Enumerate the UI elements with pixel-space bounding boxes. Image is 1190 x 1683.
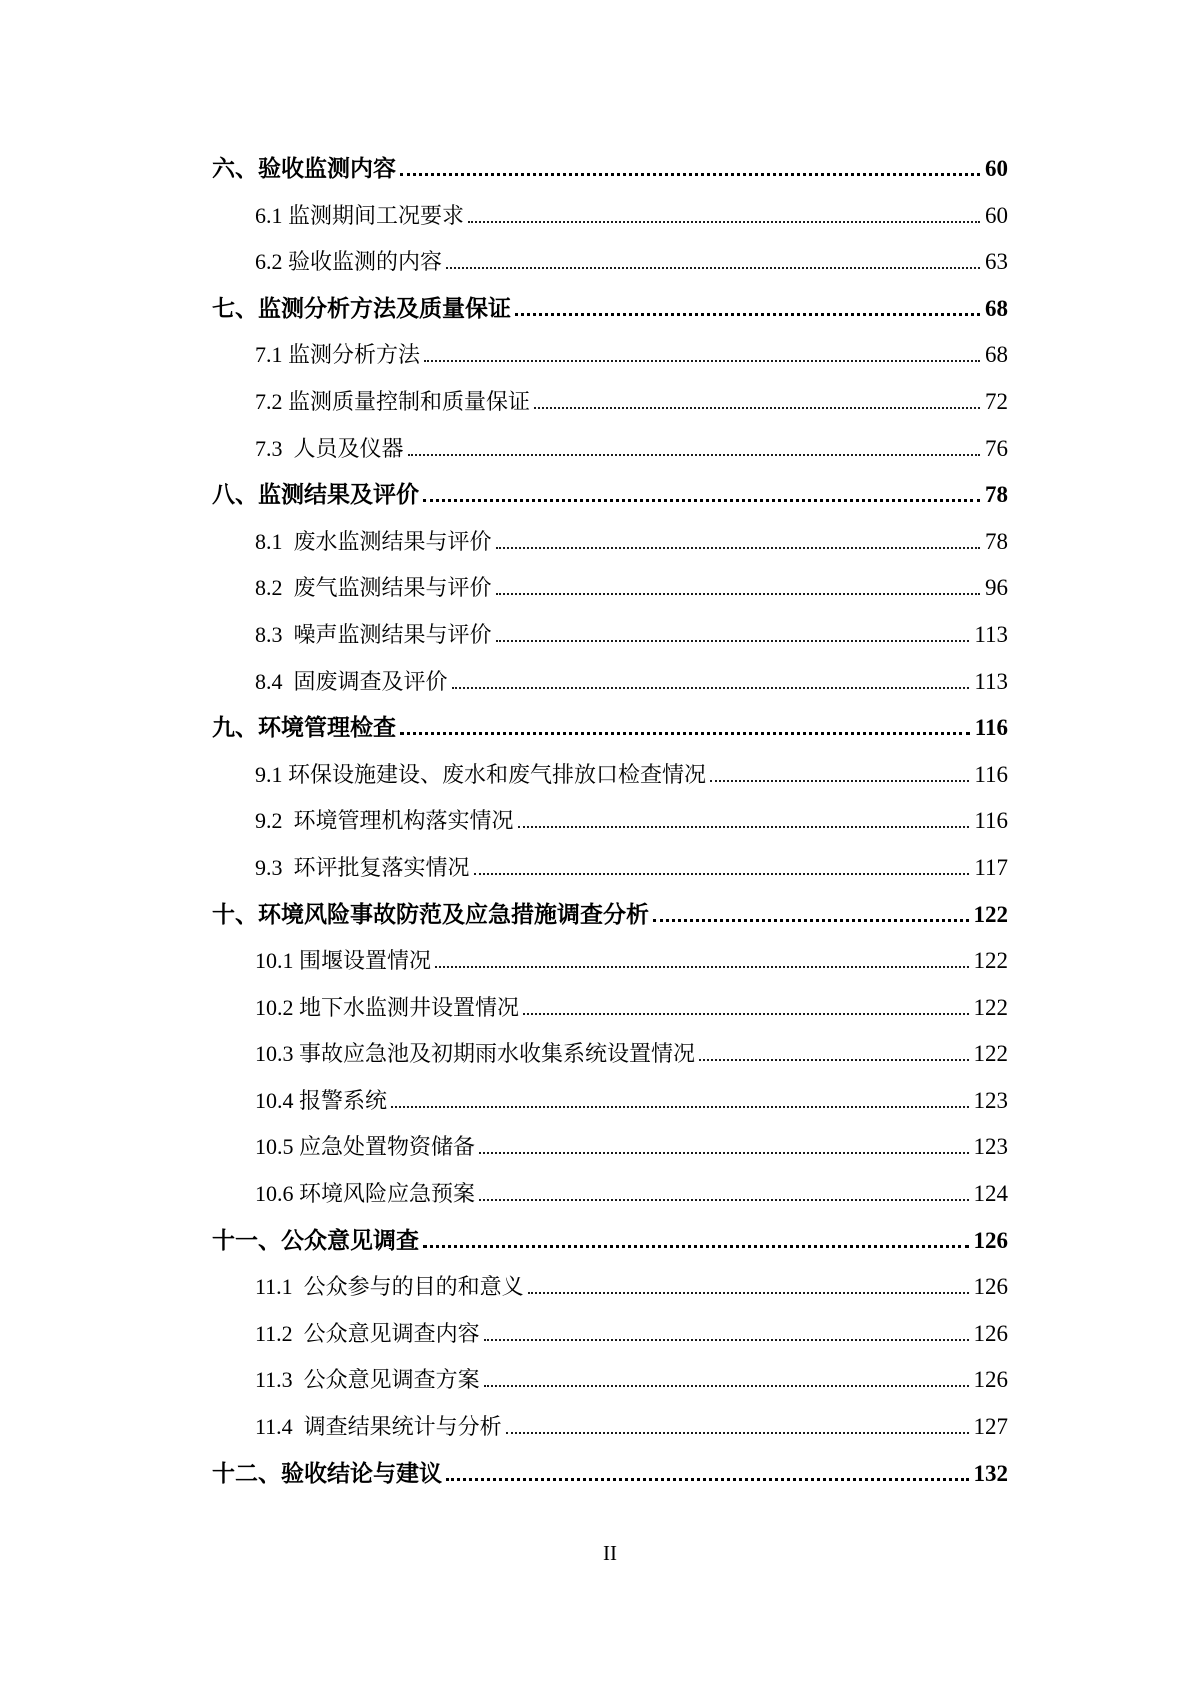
toc-entry-page: 63 xyxy=(985,249,1008,275)
toc-entry-page: 96 xyxy=(985,575,1008,601)
toc-entry-page: 116 xyxy=(974,808,1008,834)
toc-entry-label: 8.2 废气监测结果与评价 xyxy=(255,575,492,601)
toc-entry-page: 132 xyxy=(973,1460,1008,1486)
toc-entry-page: 78 xyxy=(985,528,1008,554)
toc-entry-page: 123 xyxy=(973,1087,1008,1113)
toc-entry[interactable] xyxy=(212,845,1008,892)
toc-entry-label: 11.4 调查结果统计与分析 xyxy=(255,1414,502,1440)
toc-entry-page: 127 xyxy=(973,1414,1008,1440)
dot-leader xyxy=(534,407,980,409)
dot-leader xyxy=(523,1013,968,1015)
toc-entry-page: 122 xyxy=(973,994,1008,1020)
toc-entry-page: 116 xyxy=(974,715,1008,741)
toc-entry-label: 9.2 环境管理机构落实情况 xyxy=(255,808,514,834)
dot-leader xyxy=(435,966,968,968)
dot-leader xyxy=(496,593,980,595)
toc-entry[interactable] xyxy=(212,705,1008,752)
dot-leader xyxy=(400,173,980,176)
dot-leader xyxy=(452,687,970,689)
toc-entry-page: 68 xyxy=(985,342,1008,368)
dot-leader xyxy=(484,1339,969,1341)
page-number-label: II xyxy=(603,1541,617,1565)
toc-entry[interactable] xyxy=(212,146,1008,193)
dot-leader xyxy=(400,732,970,735)
page-footer xyxy=(212,1541,1008,1566)
dot-leader xyxy=(528,1292,969,1294)
toc-entry-label: 6.2 验收监测的内容 xyxy=(255,249,443,275)
toc-entry-page: 78 xyxy=(985,482,1008,508)
toc-entry[interactable] xyxy=(212,239,1008,286)
dot-leader xyxy=(423,499,980,502)
toc-entry[interactable] xyxy=(212,1124,1008,1171)
toc-entry[interactable] xyxy=(212,1357,1008,1404)
dot-leader xyxy=(484,1385,969,1387)
toc-entry-page: 113 xyxy=(974,668,1008,694)
dot-leader xyxy=(474,873,970,875)
toc-entry-label: 八、监测结果及评价 xyxy=(212,482,419,508)
toc-entry[interactable] xyxy=(212,985,1008,1032)
toc-entry-page: 60 xyxy=(985,202,1008,228)
dot-leader xyxy=(446,267,980,269)
toc-entry-label: 11.2 公众意见调查内容 xyxy=(255,1320,480,1346)
toc-entry[interactable] xyxy=(212,798,1008,845)
dot-leader xyxy=(506,1432,969,1434)
toc-entry-label: 六、验收监测内容 xyxy=(212,156,396,181)
toc-entry[interactable] xyxy=(212,519,1008,566)
toc-entry-page: 122 xyxy=(973,1041,1008,1067)
toc-entry[interactable] xyxy=(212,1404,1008,1451)
toc-entry-label: 9.3 环评批复落实情况 xyxy=(255,854,470,880)
toc-entry-page: 126 xyxy=(973,1227,1008,1253)
toc-entry[interactable] xyxy=(212,426,1008,473)
toc-entry-page: 117 xyxy=(974,854,1008,880)
toc-entry[interactable] xyxy=(212,1264,1008,1311)
toc-entry-label: 9.1 环保设施建设、废水和废气排放口检查情况 xyxy=(255,761,707,787)
toc-entry-label: 6.1 监测期间工况要求 xyxy=(255,202,465,228)
dot-leader xyxy=(515,313,980,316)
toc-entry-label: 九、环境管理检查 xyxy=(212,715,396,741)
toc-entry[interactable] xyxy=(212,1078,1008,1125)
dot-leader xyxy=(496,547,980,549)
toc-entry-page: 126 xyxy=(973,1320,1008,1346)
toc-entry[interactable] xyxy=(212,612,1008,659)
toc-entry-page: 76 xyxy=(985,435,1008,461)
dot-leader xyxy=(423,1245,969,1248)
toc-list xyxy=(212,146,1008,1497)
toc-entry[interactable] xyxy=(212,1171,1008,1218)
dot-leader xyxy=(468,221,980,223)
toc-entry-label: 10.1 围堰设置情况 xyxy=(255,948,432,974)
toc-entry-page: 123 xyxy=(973,1134,1008,1160)
dot-leader xyxy=(653,919,969,922)
toc-entry-page: 72 xyxy=(985,388,1008,414)
dot-leader xyxy=(424,360,980,362)
toc-entry-page: 126 xyxy=(973,1367,1008,1393)
toc-entry-label: 11.1 公众参与的目的和意义 xyxy=(255,1274,524,1300)
toc-entry-label: 11.3 公众意见调查方案 xyxy=(255,1367,480,1393)
dot-leader xyxy=(446,1478,969,1481)
dot-leader xyxy=(391,1106,968,1108)
toc-entry-page: 124 xyxy=(973,1181,1008,1207)
toc-entry-page: 113 xyxy=(974,621,1008,647)
toc-entry[interactable] xyxy=(212,1031,1008,1078)
dot-leader xyxy=(496,640,970,642)
toc-entry[interactable] xyxy=(212,938,1008,985)
toc-entry-label: 10.5 应急处置物资储备 xyxy=(255,1134,476,1160)
toc-entry[interactable] xyxy=(212,752,1008,799)
toc-entry[interactable] xyxy=(212,379,1008,426)
toc-entry-label: 十二、验收结论与建议 xyxy=(212,1460,442,1486)
toc-entry-label: 10.2 地下水监测井设置情况 xyxy=(255,994,520,1020)
toc-entry[interactable] xyxy=(212,332,1008,379)
toc-entry[interactable] xyxy=(212,892,1008,939)
toc-entry-page: 60 xyxy=(985,156,1008,181)
toc-entry-label: 7.2 监测质量控制和质量保证 xyxy=(255,388,531,414)
toc-entry-label: 8.3 噪声监测结果与评价 xyxy=(255,621,492,647)
toc-entry[interactable] xyxy=(212,1218,1008,1265)
toc-entry-label: 8.1 废水监测结果与评价 xyxy=(255,528,492,554)
toc-entry-page: 116 xyxy=(974,761,1008,787)
toc-entry-page: 68 xyxy=(985,295,1008,321)
dot-leader xyxy=(479,1199,968,1201)
toc-entry[interactable] xyxy=(212,286,1008,333)
toc-entry[interactable] xyxy=(212,565,1008,612)
toc-entry-label: 十、环境风险事故防范及应急措施调查分析 xyxy=(212,901,649,927)
toc-entry-page: 122 xyxy=(973,901,1008,927)
toc-entry-page: 126 xyxy=(973,1274,1008,1300)
toc-entry[interactable] xyxy=(212,659,1008,706)
dot-leader xyxy=(518,826,970,828)
dot-leader xyxy=(479,1152,968,1154)
toc-entry-label: 10.6 环境风险应急预案 xyxy=(255,1181,476,1207)
toc-entry-label: 10.4 报警系统 xyxy=(255,1087,388,1113)
toc-entry-page: 122 xyxy=(973,948,1008,974)
toc-entry[interactable] xyxy=(212,472,1008,519)
dot-leader xyxy=(710,780,969,782)
toc-entry-label: 7.3 人员及仪器 xyxy=(255,435,404,461)
toc-entry[interactable] xyxy=(212,1311,1008,1358)
dot-leader xyxy=(699,1059,968,1061)
toc-entry-label: 10.3 事故应急池及初期雨水收集系统设置情况 xyxy=(255,1041,696,1067)
dot-leader xyxy=(408,454,980,456)
toc-entry-label: 十一、公众意见调查 xyxy=(212,1227,419,1253)
toc-entry-label: 8.4 固废调查及评价 xyxy=(255,668,448,694)
toc-entry[interactable] xyxy=(212,193,1008,240)
toc-entry-label: 7.1 监测分析方法 xyxy=(255,342,421,368)
toc-entry[interactable] xyxy=(212,1451,1008,1498)
toc-entry-label: 七、监测分析方法及质量保证 xyxy=(212,295,511,321)
